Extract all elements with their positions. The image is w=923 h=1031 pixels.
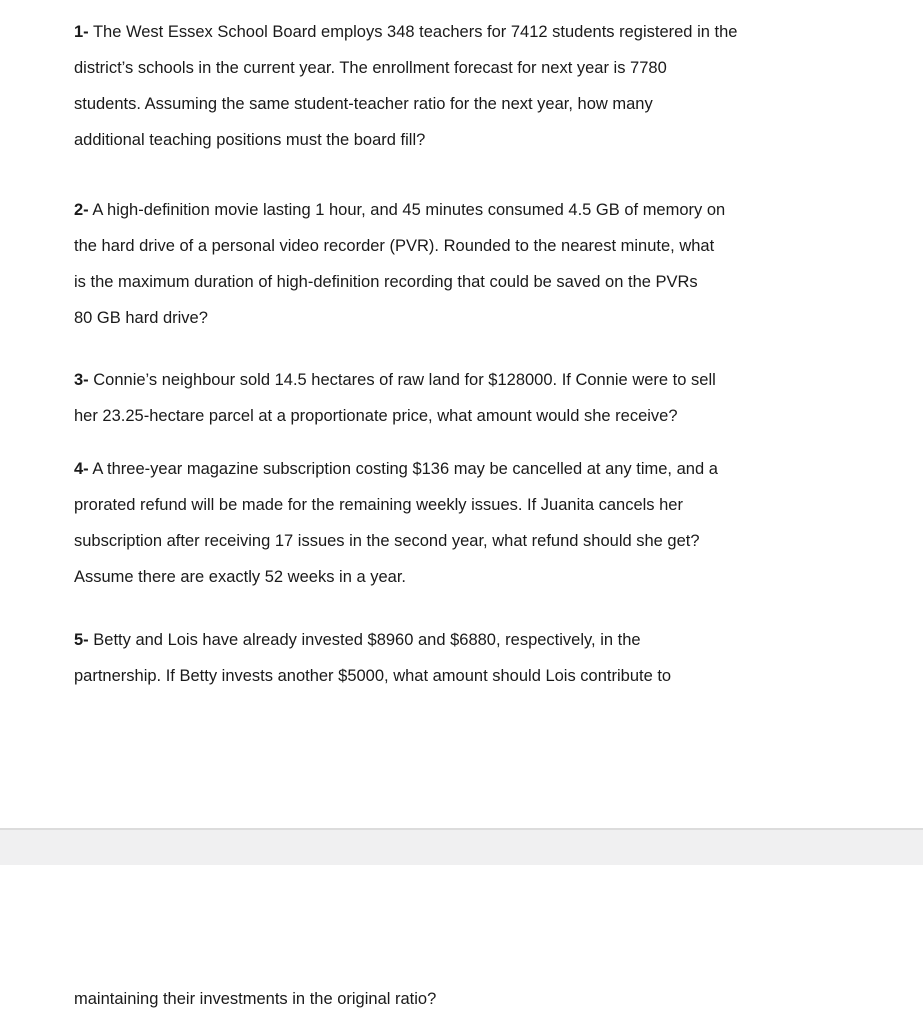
question-1-line-2: district’s schools in the current year. The enrollment forecast for next year is 7780	[74, 59, 667, 77]
question-5-number: 5-	[74, 631, 89, 649]
question-1-line-1	[74, 14, 814, 50]
question-4-line-1	[74, 451, 814, 487]
question-3-number: 3-	[74, 371, 89, 389]
question-4-number: 4-	[74, 460, 89, 478]
question-2-text-1: A high-definition movie lasting 1 hour, and 45 minutes consumed 4.5 GB of memory on	[92, 201, 726, 219]
question-5-continuation	[74, 981, 814, 1017]
question-2-line-4: 80 GB hard drive?	[74, 309, 208, 327]
question-5-line-1	[74, 622, 814, 658]
page-break-gap	[0, 828, 923, 865]
question-2-number: 2-	[74, 201, 89, 219]
question-5-line-2: partnership. If Betty invests another $5000, what amount should Lois contribute to	[74, 667, 672, 685]
question-2	[74, 192, 814, 336]
question-5-text-1: Betty and Lois have already invested $8960 and $6880, respectively, in the	[93, 631, 641, 649]
question-3-text-1: Connie’s neighbour sold 14.5 hectares of raw land for $128000. If Connie were to sell	[93, 371, 716, 389]
question-1-line-4: additional teaching positions must the board fill?	[74, 131, 426, 149]
question-1-text-1: The West Essex School Board employs 348 teachers for 7412 students registered in the	[92, 23, 738, 41]
question-2-line-2: the hard drive of a personal video recorder (PVR). Rounded to the nearest minute, what	[74, 237, 715, 255]
question-3	[74, 362, 814, 434]
question-4-line-4: Assume there are exactly 52 weeks in a year.	[74, 568, 406, 586]
question-3-line-1	[74, 362, 814, 398]
question-4-line-2: prorated refund will be made for the remaining weekly issues. If Juanita cancels her	[74, 496, 683, 514]
question-2-line-1	[74, 192, 814, 228]
question-4-text-1: A three-year magazine subscription costing $136 may be cancelled at any time, and a	[92, 460, 718, 478]
question-5	[74, 622, 814, 694]
question-5-line-3: maintaining their investments in the original ratio?	[74, 990, 437, 1008]
question-4	[74, 451, 814, 595]
question-3-line-2: her 23.25-hectare parcel at a proportionate price, what amount would she receive?	[74, 407, 678, 425]
question-1	[74, 14, 814, 158]
question-4-line-3: subscription after receiving 17 issues in the second year, what refund should she get?	[74, 532, 700, 550]
question-1-number: 1-	[74, 23, 89, 41]
question-2-line-3: is the maximum duration of high-definition recording that could be saved on the PVRs	[74, 273, 698, 291]
document-page-2	[0, 865, 923, 1031]
question-1-line-3: students. Assuming the same student-teacher ratio for the next year, how many	[74, 95, 653, 113]
